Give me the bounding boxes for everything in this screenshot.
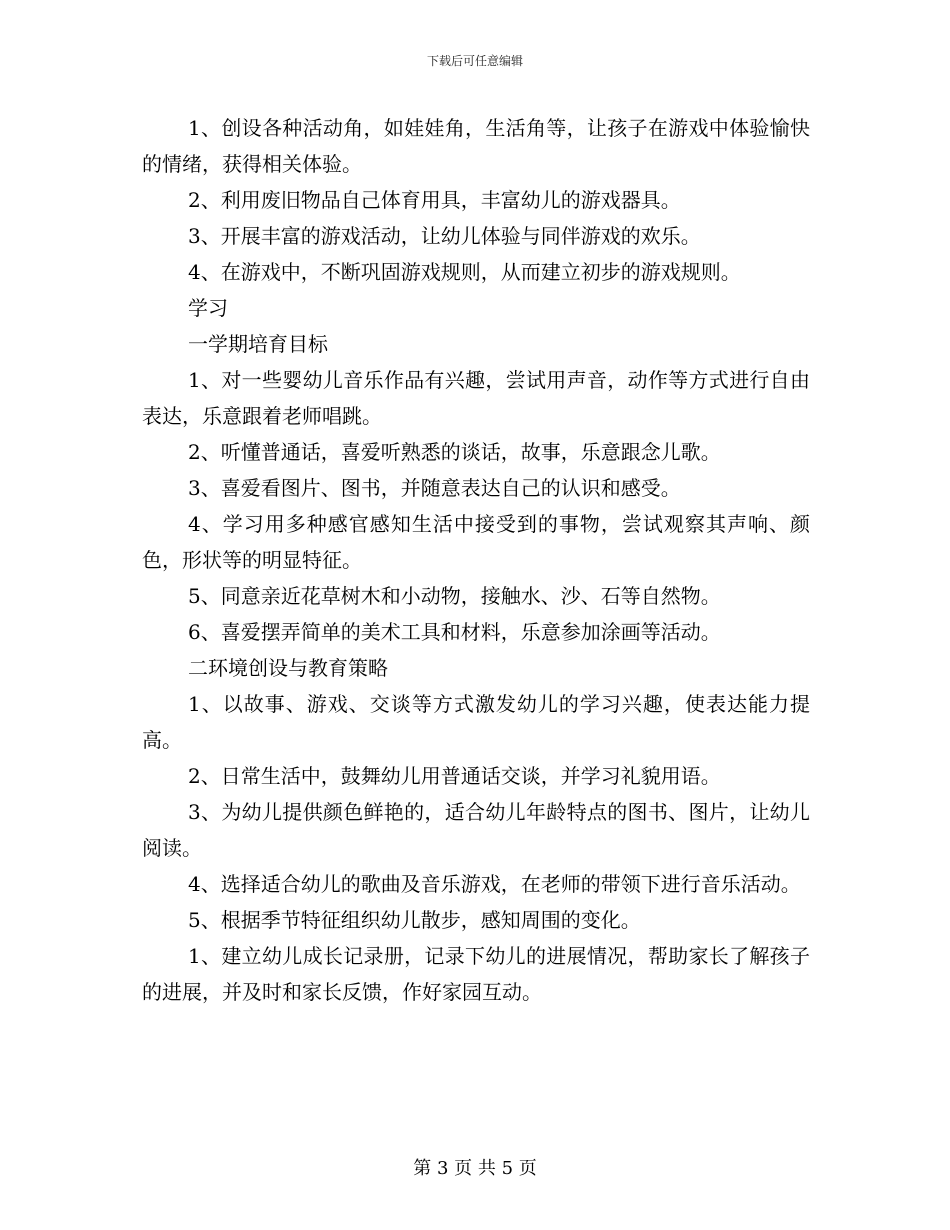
document-body bbox=[142, 110, 810, 1010]
paragraph: 4、学习用多种感官感知生活中接受到的事物，尝试观察其声响、颜色，形状等的明显特征。 bbox=[142, 512, 810, 572]
paragraph: 1、建立幼儿成长记录册，记录下幼儿的进展情况，帮助家长了解孩子的进展，并及时和家长反馈，作好家园互动。 bbox=[142, 944, 810, 1004]
paragraph: 3、为幼儿提供颜色鲜艳的，适合幼儿年龄特点的图书、图片，让幼儿阅读。 bbox=[142, 800, 810, 860]
paragraph: 2、听懂普通话，喜爱听熟悉的谈话，故事，乐意跟念儿歌。 bbox=[188, 440, 721, 464]
page-header: 下载后可任意编辑 bbox=[426, 54, 523, 68]
page-number: 第 3 页 共 5 页 bbox=[413, 1158, 537, 1179]
paragraph: 5、根据季节特征组织幼儿散步，感知周围的变化。 bbox=[188, 908, 641, 932]
paragraph: 2、日常生活中，鼓舞幼儿用普通话交谈，并学习礼貌用语。 bbox=[188, 764, 721, 788]
paragraph: 2、利用废旧物品自己体育用具，丰富幼儿的游戏器具。 bbox=[188, 188, 681, 212]
section-heading: 一学期培育目标 bbox=[188, 332, 328, 356]
paragraph: 4、在游戏中，不断巩固游戏规则，从而建立初步的游戏规则。 bbox=[188, 260, 741, 284]
paragraph: 1、以故事、游戏、交谈等方式激发幼儿的学习兴趣，使表达能力提高。 bbox=[142, 692, 810, 752]
section-heading: 二环境创设与教育策略 bbox=[188, 656, 388, 680]
paragraph: 4、选择适合幼儿的歌曲及音乐游戏，在老师的带领下进行音乐活动。 bbox=[188, 872, 801, 896]
paragraph: 3、开展丰富的游戏活动，让幼儿体验与同伴游戏的欢乐。 bbox=[188, 224, 701, 248]
paragraph: 1、对一些婴幼儿音乐作品有兴趣，尝试用声音，动作等方式进行自由表达，乐意跟着老师唱跳。 bbox=[142, 368, 810, 428]
section-heading: 学习 bbox=[188, 296, 228, 320]
paragraph: 5、同意亲近花草树木和小动物，接触水、沙、石等自然物。 bbox=[188, 584, 721, 608]
paragraph: 6、喜爱摆弄简单的美术工具和材料，乐意参加涂画等活动。 bbox=[188, 620, 721, 644]
paragraph: 3、喜爱看图片、图书，并随意表达自己的认识和感受。 bbox=[188, 476, 681, 500]
paragraph: 1、创设各种活动角，如娃娃角，生活角等，让孩子在游戏中体验愉快的情绪，获得相关体验。 bbox=[142, 116, 810, 176]
